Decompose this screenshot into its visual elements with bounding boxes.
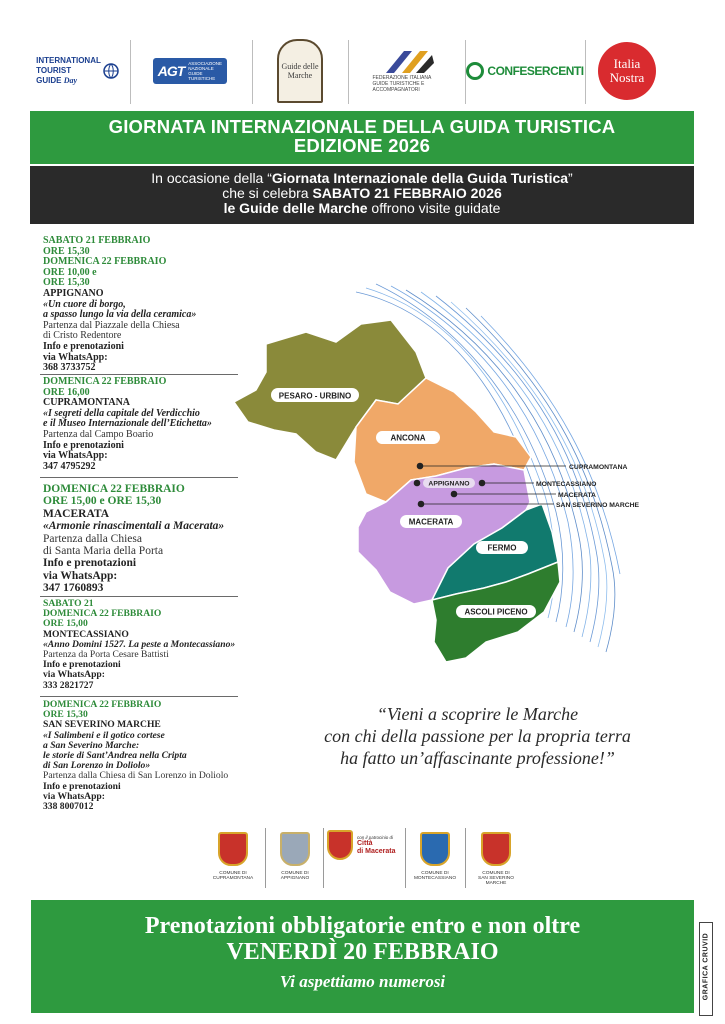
event-date: DOMENICA 22 FEBBRAIO <box>43 483 185 495</box>
event-phone: 338 8007012 <box>43 801 94 813</box>
event-divider <box>40 596 238 597</box>
event-place: SAN SEVERINO MARCHE <box>43 719 161 731</box>
macerata-text <box>357 835 396 856</box>
region-label-ascoli-text: ASCOLI PICENO <box>464 607 528 617</box>
booking-invite: Vi aspettiamo numerosi <box>279 972 446 991</box>
intro-organizers: le Guide delle Marche <box>223 200 368 216</box>
event-title: «Anno Domini 1527. La peste a Montecassiano» <box>43 638 236 650</box>
event-time: ORE 10,00 e <box>43 266 97 278</box>
logo-divider <box>348 40 349 104</box>
itg-logo-text <box>36 56 101 86</box>
event-cupramontana <box>43 377 243 472</box>
itg-line-2: TOURIST <box>36 66 72 75</box>
graphic-credit-text: GRAFICA CRUVID <box>702 932 710 1001</box>
event-time: ORE 15,00 <box>43 618 88 630</box>
event-info: via WhatsApp: <box>43 669 105 681</box>
booking-banner <box>31 900 694 1013</box>
comune-prefix: COMUNE DI <box>219 871 247 876</box>
nostra-line: Nostra <box>609 70 645 85</box>
quote-line: ha fatto un’affascinante professione!” <box>340 748 615 768</box>
event-divider <box>40 696 238 697</box>
town-label-macerata: MACERATA <box>558 492 596 499</box>
comune-name: SAN SEVERINO MARCHE <box>478 876 514 887</box>
gdm-logo <box>260 36 340 106</box>
event-place: APPIGNANO <box>43 287 104 299</box>
gdm-emblem: Guide delle Marche <box>277 39 323 103</box>
comune-appignano-name <box>269 871 321 881</box>
event-title: di San Lorenzo in Doliolo» <box>43 760 151 772</box>
agt-name: AGT <box>157 63 185 79</box>
region-label-fermo <box>476 541 528 554</box>
event-info: via WhatsApp: <box>43 569 118 582</box>
town-dot-montecassiano <box>479 480 486 487</box>
crest-macerata-icon <box>327 830 353 860</box>
region-label-pesaro-text: PESARO - URBINO <box>278 391 352 401</box>
event-meeting-point: di Santa Maria della Porta <box>43 545 164 558</box>
intro-event-name: Giornata Internazionale della Guida Turistica <box>271 170 569 186</box>
event-date: DOMENICA 22 FEBBRAIO <box>43 256 167 268</box>
confesercenti-mark <box>466 62 583 80</box>
town-label-appignano: APPIGNANO <box>428 480 470 488</box>
event-meeting-point: Partenza dal Campo Boario <box>43 428 154 440</box>
event-title: «I Salimbeni e il gotico cortese <box>43 729 165 741</box>
event-info: Info e prenotazioni <box>43 557 137 570</box>
comune-prefix: COMUNE DI <box>482 871 510 876</box>
region-label-ancona-text: ANCONA <box>390 433 426 443</box>
fedeagt-subtitle: FEDERAZIONE ITALIANA GUIDE TURISTICHE E ACCOMPAGNATORI <box>372 75 432 93</box>
globe-icon <box>103 63 119 79</box>
italia-line: Italia <box>613 56 641 71</box>
macerata-patrocinio <box>327 830 403 860</box>
event-phone: 347 4795292 <box>43 460 96 472</box>
citta-label: Città <box>357 839 373 847</box>
title-line-2: EDIZIONE 2026 <box>293 135 431 156</box>
region-label-ancona <box>376 431 440 444</box>
event-date: SABATO 21 <box>43 598 94 609</box>
confesercenti-text: CONFESERCENTI <box>487 64 584 78</box>
comune-name: CUPRAMONTANA <box>212 876 254 882</box>
crest-appignano-icon <box>280 832 310 866</box>
title-banner <box>30 111 694 164</box>
event-phone: 333 2821727 <box>43 679 94 691</box>
patrocinio-label: con il patrocinio di <box>357 834 394 840</box>
event-date: DOMENICA 22 FEBBRAIO <box>43 376 167 387</box>
region-label-macerata <box>400 515 462 528</box>
event-time: ORE 16,00 <box>43 386 90 398</box>
itg-guide: GUIDE <box>36 76 62 85</box>
town-dot-macerata <box>451 491 458 498</box>
event-phone: 368 3733752 <box>43 362 96 374</box>
quote <box>270 703 685 769</box>
fedeagt-mark-icon <box>382 49 434 75</box>
event-info: Info e prenotazioni <box>43 340 124 352</box>
intro-line-2 <box>30 186 694 201</box>
itg-logo <box>30 36 125 106</box>
agt-logo <box>135 36 245 106</box>
logo-divider <box>130 40 131 104</box>
italia-nostra-badge <box>598 42 656 100</box>
town-label-cupramontana: CUPRAMONTANA <box>569 464 628 471</box>
event-meeting-point: Partenza dalla Chiesa <box>43 532 142 545</box>
event-date: DOMENICA 22 FEBBRAIO <box>43 699 162 710</box>
event-meeting-point: Partenza dal Piazzale della Chiesa <box>43 319 180 331</box>
logo-divider <box>585 40 586 104</box>
intro-text: In occasione della “ <box>151 170 272 186</box>
crest-sanseverino-icon <box>481 832 511 866</box>
town-dot-sanseverino <box>418 501 425 508</box>
comune-name: MONTECASSIANO <box>413 876 457 882</box>
quote-line: con chi della passione per la propria terra <box>324 726 631 746</box>
title-line-1: GIORNATA INTERNAZIONALE DELLA GUIDA TURISTICA <box>108 116 616 137</box>
comune-cupramontana <box>205 828 261 892</box>
comune-sanseverino-name <box>467 871 525 887</box>
comune-montecassiano-name <box>407 871 463 881</box>
region-label-ascoli <box>456 605 536 618</box>
event-place: CUPRAMONTANA <box>43 397 131 409</box>
event-info: via WhatsApp: <box>43 450 108 462</box>
marche-map <box>226 282 640 672</box>
event-place: MONTECASSIANO <box>43 628 129 640</box>
confesercenti-icon <box>466 62 484 80</box>
event-info: via WhatsApp: <box>43 790 105 802</box>
comune-divider <box>323 828 324 888</box>
agt-subtitle: ASSOCIAZIONE NAZIONALE GUIDE TURISTICHE <box>188 61 223 81</box>
itg-line-3 <box>36 76 101 86</box>
event-title: «I segreti della capitale del Verdicchio <box>43 407 200 419</box>
event-appignano <box>43 236 243 374</box>
event-divider <box>40 374 238 375</box>
agt-badge <box>153 58 228 84</box>
crest-cupramontana-icon <box>218 832 248 866</box>
municipality-logos <box>205 828 525 892</box>
intro-banner <box>30 166 694 224</box>
citta-name: di Macerata <box>357 847 396 855</box>
event-info: Info e prenotazioni <box>43 659 121 671</box>
event-time: ORE 15,30 <box>43 245 90 257</box>
event-place: MACERATA <box>43 507 110 520</box>
event-info: via WhatsApp: <box>43 351 108 363</box>
event-divider <box>40 477 238 478</box>
town-label-sanseverino: SAN SEVERINO MARCHE <box>556 502 640 509</box>
comune-sanseverino <box>467 828 525 892</box>
intro-line-3 <box>30 201 694 216</box>
itg-line-1: INTERNATIONAL <box>36 56 101 65</box>
intro-text: che si celebra <box>222 185 313 201</box>
comune-divider <box>465 828 466 888</box>
comune-montecassiano <box>407 828 463 892</box>
event-time: ORE 15,00 e ORE 15,30 <box>43 495 162 508</box>
comune-divider <box>265 828 266 888</box>
intro-text: ” <box>568 170 573 186</box>
event-meeting-point: Partenza da Porta Cesare Battisti <box>43 649 169 661</box>
quote-line: “Vieni a scoprire le Marche <box>376 704 579 724</box>
town-label-montecassiano: MONTECASSIANO <box>536 481 597 488</box>
comune-name: APPIGNANO <box>280 876 310 882</box>
event-time: ORE 15,30 <box>43 709 88 721</box>
town-dot-appignano <box>414 480 421 487</box>
event-title: le storie di Sant’Andrea nella Cripta <box>43 750 187 762</box>
itg-day: Day <box>63 76 78 85</box>
graphic-credit <box>699 922 713 1016</box>
event-san-severino <box>43 700 268 812</box>
crest-montecassiano-icon <box>420 832 450 866</box>
region-label-pesaro <box>271 388 359 402</box>
logo-divider <box>252 40 253 104</box>
region-label-fermo-text: FERMO <box>487 543 517 553</box>
intro-line-1 <box>30 171 694 186</box>
event-date: DOMENICA 22 FEBBRAIO <box>43 608 162 620</box>
comune-appignano <box>269 828 321 892</box>
event-phone: 347 1760893 <box>43 582 104 595</box>
event-title: a San Severino Marche: <box>43 739 140 751</box>
comune-macerata <box>327 828 403 892</box>
event-time: ORE 15,30 <box>43 277 90 289</box>
event-date: SABATO 21 FEBBRAIO <box>43 235 151 246</box>
comune-prefix: COMUNE DI <box>281 871 309 876</box>
booking-deadline: VENERDÌ 20 FEBBRAIO <box>226 939 499 965</box>
event-meeting-point: Partenza dalla Chiesa di San Lorenzo in Doliolo <box>43 770 229 782</box>
event-info: Info e prenotazioni <box>43 439 124 451</box>
town-dot-cupramontana <box>417 463 424 470</box>
comune-divider <box>405 828 406 888</box>
event-title: e il Museo Internazionale dell’Etichetta» <box>43 418 212 430</box>
comune-cupramontana-name <box>205 871 261 881</box>
event-title: «Armonie rinascimentali a Macerata» <box>43 520 225 533</box>
booking-line-1: Prenotazioni obbligatorie entro e non oltre <box>144 913 581 939</box>
italia-nostra-logo <box>592 36 662 106</box>
fedeagt-logo <box>355 36 460 106</box>
logo-row <box>30 36 694 106</box>
event-title: a spasso lungo la via della ceramica» <box>43 309 197 321</box>
comune-prefix: COMUNE DI <box>421 871 449 876</box>
event-meeting-point: di Cristo Redentore <box>43 330 122 342</box>
intro-text: offrono visite guidate <box>367 200 501 216</box>
event-info: Info e prenotazioni <box>43 780 121 792</box>
region-label-macerata-text: MACERATA <box>408 517 454 527</box>
event-title: «Un cuore di borgo, <box>43 298 126 310</box>
confesercenti-logo <box>470 36 584 106</box>
intro-date: SABATO 21 FEBBRAIO 2026 <box>312 185 502 201</box>
